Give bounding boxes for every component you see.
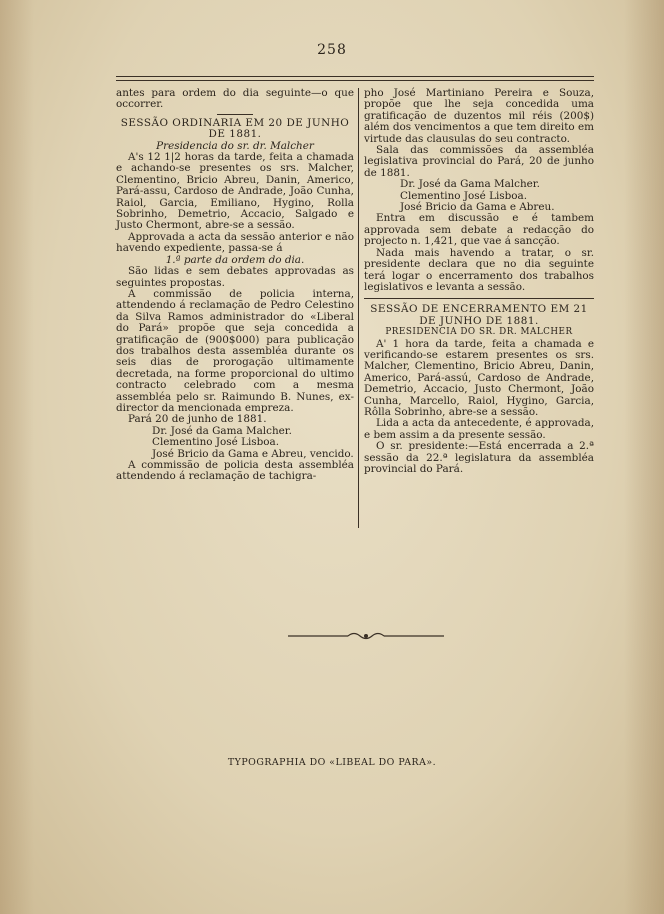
order-of-day: 1.ª parte da ordem do dia. <box>165 253 305 266</box>
column-divider <box>358 88 359 528</box>
paragraph: A' 1 hora da tarde, feita a chamada e verificando-se estarem presentes os srs. Malcher, Clementino, Bricio Abreu, Danin, Americo, Pará-assú, Cardoso de Andrade, Demetrio, Accacio, Justo Chermont, João Cunha, Marcello, Raiol, Hygino, Garcia, Rôlla Sobrinho, abre-se a sessão. <box>364 337 594 418</box>
paragraph: pho José Martiniano Pereira e Souza, propõe que lhe seja concedida uma gratificação de duzentos mil réis (200$) além dos vencimentos a que tem direito em virtude das clausulas do seu contracto. <box>364 87 594 145</box>
signature-line: Clementino José Lisboa. <box>400 189 528 202</box>
paragraph: A commissão de policia interna, attendendo á reclamação de Pedro Celestino da Silva Ramos administrador do «Liberal do Pará» propõe que seja concedida a gratificação de (900$000) para publicação dos trabalhos desta assembléa durante os seis dias de prorogação ultimamente decretada, na forme proporcional do ultimo contracto celebrado com a mesma assembléa pelo sr. Raimundo B. Nunes, ex-director da mencionada empreza. <box>116 287 354 414</box>
paragraph: Lida a acta da antecedente, é approvada, e bem assim a da presente sessão. <box>364 417 594 441</box>
signature-line: Dr. José da Gama Malcher. <box>152 424 292 437</box>
paragraph: A's 12 1|2 horas da tarde, feita a chamada e achando-se presentes os srs. Malcher, Clementino, Bricio Abreu, Danin, Americo, Pará-assu, Cardoso de Andrade, João Cunha, Raiol, Garcia, Emiliano, Hygino, Rolla Sobrinho, Demetrio, Accacio, Salgado e Justo Chermont, abre-se a sessão. <box>116 151 354 232</box>
paragraph: A commissão de policia desta assembléa attendendo á reclamação de tachigra- <box>116 459 354 483</box>
paragraph: Approvada a acta da sessão anterior e não havendo expediente, passa-se á <box>116 230 354 255</box>
paragraph: Nada mais havendo a tratar, o sr. presidente declara que no dia seguinte terá logar o encerramento dos trabalhos legislativos e levanta a sessão. <box>364 246 594 293</box>
date-line: Pará 20 de junho de 1881. <box>128 413 267 426</box>
signature-line: Clementino José Lisboa. <box>152 436 280 449</box>
session-heading: SESSÃO ORDINARIA EM 20 DE JUNHO DE 1881. <box>120 116 350 141</box>
page-number: 258 <box>317 42 347 58</box>
paragraph: Sala das commissões da assembléa legislativa provincial do Pará, 20 de junho de 1881. <box>364 144 594 179</box>
edge-stain-right <box>624 0 664 914</box>
paragraph: O sr. presidente:—Está encerrada a 2.ª sessão da 22.ª legislatura da assembléa provincial do Pará. <box>364 440 594 475</box>
intro-paragraph: antes para ordem do dia seguinte—o que occorrer. <box>116 87 354 111</box>
ornament-divider <box>288 630 444 642</box>
presidency-line: PRESIDENCIA DO SR. DR. MALCHER <box>385 327 573 338</box>
presidency-line: Presidencia do sr. dr. Malcher <box>156 139 314 152</box>
header-rule <box>116 80 594 81</box>
signature-line: Dr. José da Gama Malcher. <box>400 178 540 191</box>
session-heading: SESSÃO DE ENCERRAMENTO EM 21 DE JUNHO DE 1881. <box>370 303 588 327</box>
printer-footer: TYPOGRAPHIA DO «LIBEAL DO PARA». <box>227 757 437 768</box>
signature-line: José Bricio da Gama e Abreu, vencido. <box>152 447 354 460</box>
section-divider <box>364 298 594 299</box>
left-column <box>116 88 354 483</box>
header-rule <box>116 76 594 77</box>
short-divider <box>217 114 253 115</box>
paragraph: São lidas e sem debates approvadas as seguintes propostas. <box>116 265 354 289</box>
edge-stain-left <box>0 0 34 914</box>
signature-line: José Bricio da Gama e Abreu. <box>400 201 555 214</box>
paragraph: Entra em discussão e é tambem approvada sem debate a redacção do projecto n. 1,421, que vae á sancção. <box>364 212 594 248</box>
right-column <box>364 88 594 475</box>
